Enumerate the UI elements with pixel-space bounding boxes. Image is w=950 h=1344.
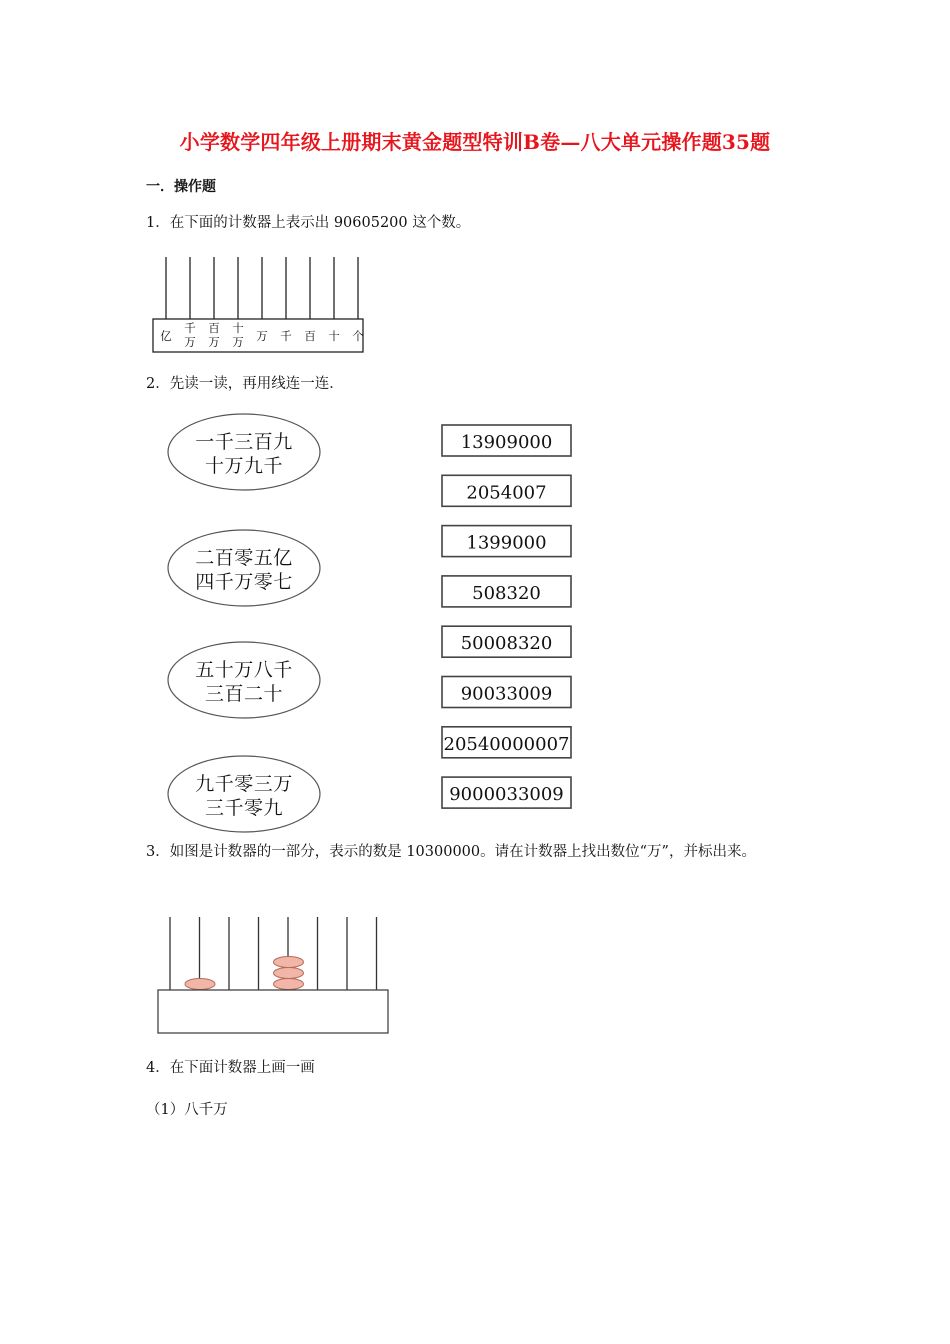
question-4-sub-1: （1）八千万 — [146, 1102, 228, 1118]
abacus-q1-place-label: 亿 — [160, 329, 172, 343]
abacus-q1-place-label: 个 — [352, 329, 364, 343]
chinese-number-text: 十万九千 — [204, 455, 284, 477]
abacus-q1-place-label: 万 — [232, 335, 244, 349]
matching-diagram — [160, 410, 590, 830]
number-box-value: 508320 — [472, 582, 541, 604]
document-title: 小学数学四年级上册期末黄金题型特训B卷—八大单元操作题35题 — [179, 130, 771, 154]
question-3-text: 3．如图是计数器的一部分，表示的数是 10300000。请在计数器上找出数位“万”，并标出来。 — [146, 844, 756, 860]
abacus-q1-place-label: 百 — [304, 329, 316, 343]
abacus-bead — [185, 979, 215, 990]
number-box-value: 20540000007 — [443, 733, 570, 755]
number-box-value: 13909000 — [460, 432, 553, 453]
abacus-bead — [274, 968, 304, 979]
question-2-text: 2．先读一读，再用线连一连． — [146, 376, 344, 392]
abacus-bead — [274, 979, 304, 990]
number-box-value: 50008320 — [460, 633, 553, 655]
abacus-q1-place-label: 万 — [208, 335, 220, 349]
abacus-q1-place-label: 万 — [256, 329, 268, 343]
number-box-value: 90033009 — [460, 683, 553, 705]
section-heading: 一．操作题 — [146, 179, 216, 195]
number-box-value: 9000033009 — [449, 784, 564, 806]
abacus-q1-place-label: 十 — [232, 321, 244, 335]
chinese-number-text: 五十万八千 — [195, 659, 293, 681]
chinese-number-text: 三千零九 — [204, 797, 284, 819]
abacus-q1-place-label: 万 — [184, 335, 196, 349]
abacus-q3-base — [158, 990, 388, 1033]
abacus-q1-place-label: 千 — [280, 329, 292, 343]
abacus-q1 — [150, 255, 370, 355]
number-box-value: 1399000 — [466, 532, 547, 554]
abacus-q3 — [155, 915, 395, 1040]
chinese-number-text: 一千三百九 — [195, 431, 293, 453]
abacus-bead — [274, 957, 304, 968]
question-1-text: 1．在下面的计数器上表示出 90605200 这个数。 — [146, 215, 471, 231]
chinese-number-text: 三百二十 — [204, 683, 284, 705]
abacus-q1-place-label: 十 — [328, 329, 340, 343]
abacus-q1-place-label: 千 — [184, 321, 196, 335]
chinese-number-text: 九千零三万 — [195, 773, 293, 795]
chinese-number-text: 四千万零七 — [195, 571, 293, 593]
number-box-value: 2054007 — [466, 482, 547, 504]
question-4-text: 4．在下面计数器上画一画 — [146, 1060, 315, 1076]
chinese-number-text: 二百零五亿 — [195, 547, 293, 569]
abacus-q1-place-label: 百 — [208, 321, 220, 335]
